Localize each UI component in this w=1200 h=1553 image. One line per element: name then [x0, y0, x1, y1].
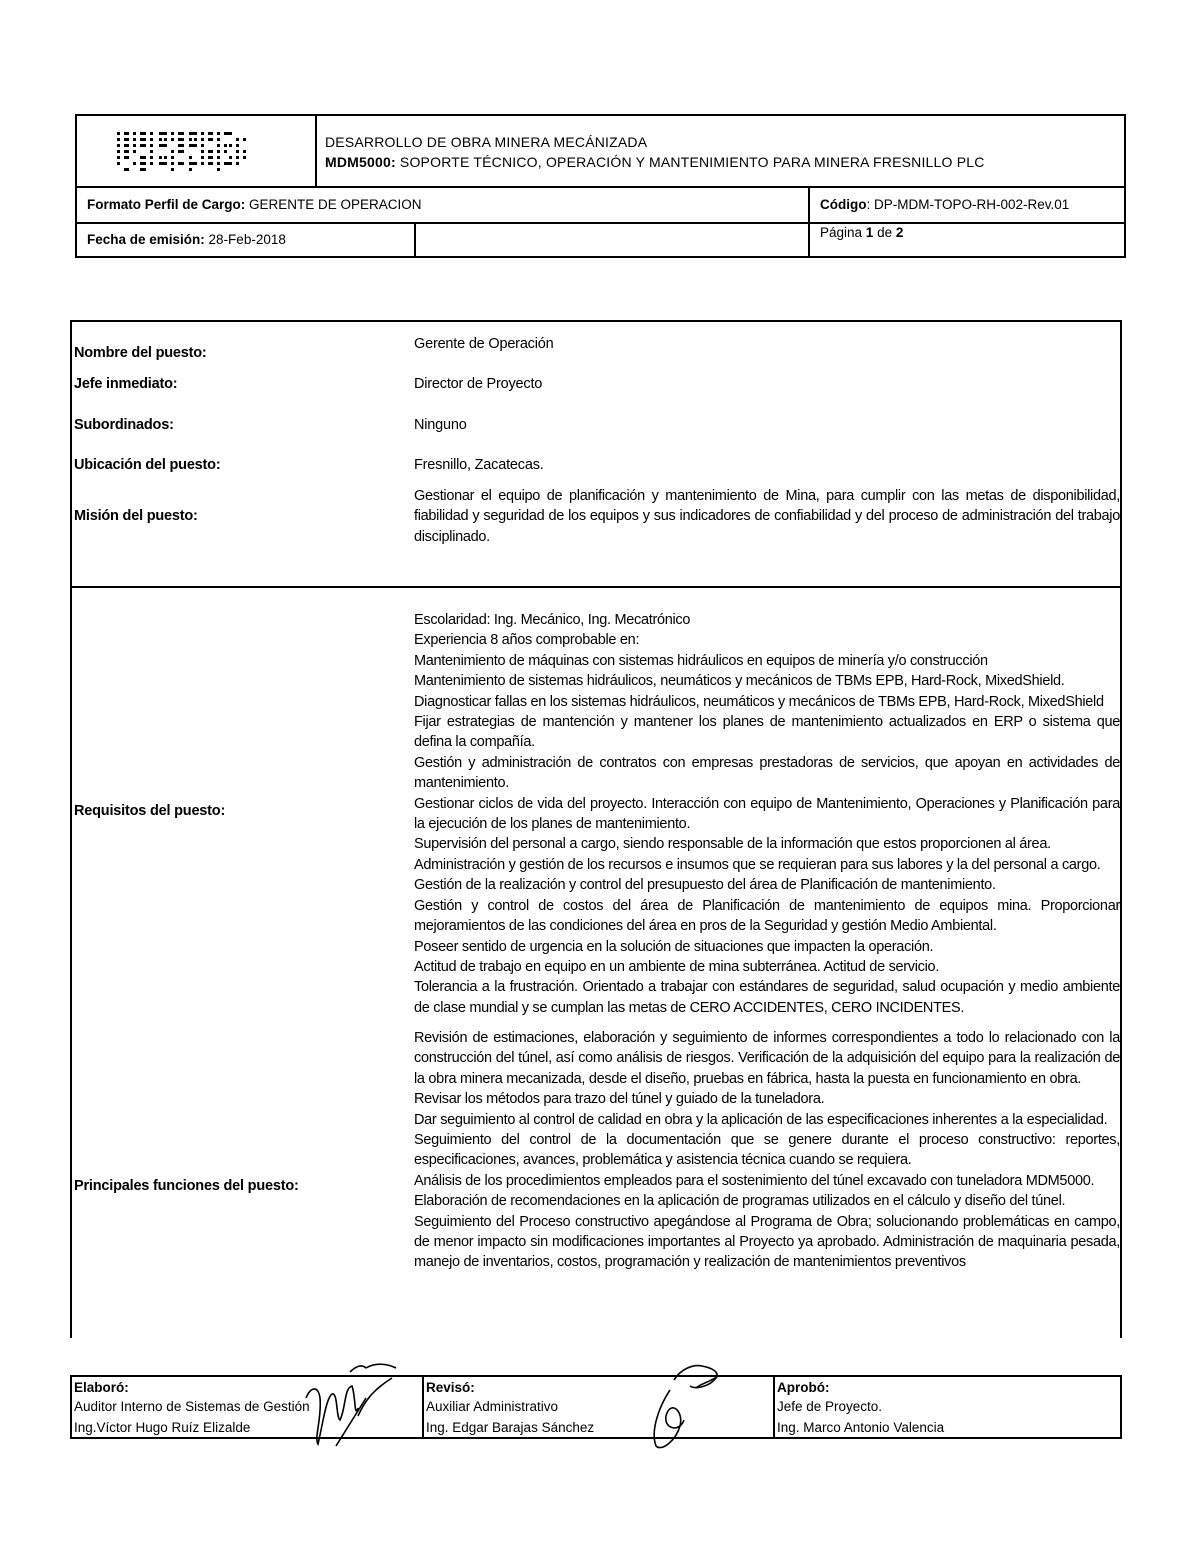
- elaboro-column: [72, 1377, 422, 1437]
- page-label: Página: [820, 225, 866, 240]
- mision-value: Gestionar el equipo de planificación y mantenimiento de Mina, para cumplir con las metas de disponibilidad, fiabilidad y seguridad de los equipos y sus indicadores de confiabilidad y del proceso de administración del trabajo disciplinado.: [414, 488, 1120, 545]
- subordinados-label: Subordinados:: [74, 417, 174, 433]
- nombre-value: Gerente de Operación: [414, 336, 554, 352]
- project-title: [325, 132, 985, 172]
- funcion-item: Seguimiento del control de la documentación que se genere durante el proceso constructivo: reportes, especificaciones, avances, problemática y asistencia técnica cuando se requiera.: [414, 1132, 1120, 1169]
- requisitos-list: [414, 610, 1120, 1018]
- project-description: SOPORTE TÉCNICO, OPERACIÓN Y MANTENIMIENTO PARA MINERA FRESNILLO PLC: [395, 154, 985, 170]
- jefe-label: Jefe inmediato:: [74, 376, 178, 392]
- aprobo-name: Ing. Marco Antonio Valencia: [777, 1420, 945, 1435]
- section-divider: [72, 586, 1120, 588]
- format-value: GERENTE DE OPERACION: [245, 197, 422, 212]
- funciones-label: Principales funciones del puesto:: [74, 1178, 299, 1194]
- requisito-item: Gestión y control de costos del área de Planificación de mantenimiento de equipos mina. Proporcionar mejoramientos de las condiciones del área en pros de la Seguridad y gestión Medio Ambiental.: [414, 897, 1120, 935]
- reviso-title: Revisó:: [426, 1380, 475, 1395]
- requisito-item: Experiencia 8 años comprobable en:: [414, 632, 640, 649]
- requisito-item: Fijar estrategias de mantención y mantener los planes de mantenimiento actualizados en ERP o sistema que defina la compañía.: [414, 714, 1120, 751]
- aprobo-column: [773, 1377, 1120, 1437]
- aprobo-title: Aprobó:: [777, 1380, 830, 1395]
- page-number: 1: [865, 225, 874, 240]
- funcion-item: Dar seguimiento al control de calidad en obra y la aplicación de las especificaciones inherentes a la especialidad.: [414, 1111, 1108, 1128]
- requisito-item: Diagnosticar fallas en los sistemas hidráulicos, neumáticos y mecánicos de TBMs EPB, Hard-Rock, MixedShield: [414, 693, 1104, 710]
- reviso-column: [422, 1377, 773, 1437]
- date-value: 28-Feb-2018: [204, 232, 286, 247]
- document-header: [75, 114, 1126, 258]
- format-row: [77, 188, 1124, 224]
- page-of: de: [873, 225, 896, 240]
- elaboro-role: Auditor Interno de Sistemas de Gestión: [74, 1399, 310, 1414]
- requisito-item: Gestión de la realización y control del presupuesto del área de Planificación de mantenimiento.: [414, 877, 996, 894]
- requisito-item: Escolaridad: Ing. Mecánico, Ing. Mecatrónico: [414, 612, 691, 628]
- requisito-item: Gestión y administración de contratos con empresas prestadoras de servicios, que apoyan en actividades de mantenimiento.: [414, 754, 1120, 792]
- requisitos-label: Requisitos del puesto:: [74, 803, 226, 819]
- requisito-item: Supervisión del personal a cargo, siendo responsable de la información que estos proporcionen al área.: [414, 836, 1051, 853]
- header-top-row: [77, 116, 1124, 188]
- logo-cell: [77, 116, 317, 186]
- code-label: Código: [820, 197, 867, 212]
- code-cell: [808, 188, 1124, 222]
- funcion-item: Revisar los métodos para trazo del túnel y guiado de la tuneladora.: [414, 1091, 825, 1108]
- empty-cell: [414, 224, 808, 256]
- format-cell: [77, 188, 808, 222]
- funcion-item: Elaboración de recomendaciones en la aplicación de programas utilizados en el cálculo y diseño del túnel.: [414, 1193, 1066, 1210]
- requisito-item: Gestionar ciclos de vida del proyecto. Interacción con equipo de Mantenimiento, Operaciones y Planificación para la ejecución de los planes de mantenimiento.: [414, 795, 1120, 833]
- requisito-item: Administración y gestión de los recursos e insumos que se requieran para sus labores y la del personal a cargo.: [414, 856, 1101, 873]
- subordinados-value: Ninguno: [414, 417, 467, 433]
- jefe-value: Director de Proyecto: [414, 376, 543, 392]
- funcion-item: Seguimiento del Proceso constructivo apegándose al Programa de Obra; solucionando problemáticas en campo, de menor impacto sin modificaciones importantes al Proyecto ya aprobado. Administración de maquinaria pesada, manejo de inventarios, costos, programación y realización de mantenimientos preventivos: [414, 1213, 1120, 1271]
- elaboro-title: Elaboró:: [74, 1380, 129, 1395]
- mision-label: Misión del puesto:: [74, 508, 198, 524]
- date-cell: [77, 224, 414, 256]
- funcion-item: Revisión de estimaciones, elaboración y seguimiento de informes correspondientes a todo lo relacionado con la construcción del túnel, así como análisis de riesgos. Verificación de la adquisición del equipo para la realización de la obra minera mecanizada, desde el diseño, pruebas en fábrica, hasta la puesta en funcionamiento en obra.: [414, 1030, 1120, 1087]
- date-row: [77, 224, 1124, 256]
- page-total: 2: [895, 225, 904, 240]
- funciones-list: [414, 1028, 1120, 1273]
- company-logo: [115, 130, 255, 174]
- funcion-item: Análisis de los procedimientos empleados para el sostenimiento del túnel excavado con tuneladora MDM5000.: [414, 1172, 1095, 1189]
- requisito-item: Mantenimiento de sistemas hidráulicos, neumáticos y mecánicos de TBMs EPB, Hard-Rock, MixedShield.: [414, 673, 1065, 690]
- aprobo-role: Jefe de Proyecto.: [777, 1399, 883, 1414]
- job-profile-table: [70, 320, 1122, 1338]
- code-value: : DP-MDM-TOPO-RH-002-Rev.01: [866, 197, 1070, 212]
- signature-table: [70, 1375, 1122, 1439]
- project-line-1: DESARROLLO DE OBRA MINERA MECÁNIZADA: [325, 134, 648, 150]
- reviso-role: Auxiliar Administrativo: [426, 1399, 559, 1414]
- ubicacion-label: Ubicación del puesto:: [74, 457, 221, 473]
- format-label: Formato Perfil de Cargo:: [87, 197, 246, 212]
- page-cell: [808, 224, 1124, 256]
- requisito-item: Tolerancia a la frustración. Orientado a trabajar con estándares de seguridad, salud ocupación y medio ambiente de clase mundial y se cumplan las metas de CERO ACCIDENTES, CERO INCIDENTES.: [414, 979, 1120, 1016]
- project-code: MDM5000:: [325, 154, 396, 170]
- reviso-name: Ing. Edgar Barajas Sánchez: [426, 1420, 595, 1435]
- requisito-item: Mantenimiento de máquinas con sistemas hidráulicos en equipos de minería y/o construcción: [414, 652, 988, 669]
- project-line-2: [325, 152, 985, 172]
- ubicacion-value: Fresnillo, Zacatecas.: [414, 457, 544, 473]
- requisito-item: Poseer sentido de urgencia en la solución de situaciones que impacten la operación.: [414, 938, 934, 955]
- elaboro-name: Ing.Víctor Hugo Ruíz Elizalde: [74, 1420, 251, 1435]
- requisito-item: Actitud de trabajo en equipo en un ambiente de mina subterránea. Actitud de servicio.: [414, 958, 940, 975]
- date-label: Fecha de emisión:: [87, 232, 205, 247]
- nombre-label: Nombre del puesto:: [74, 345, 207, 361]
